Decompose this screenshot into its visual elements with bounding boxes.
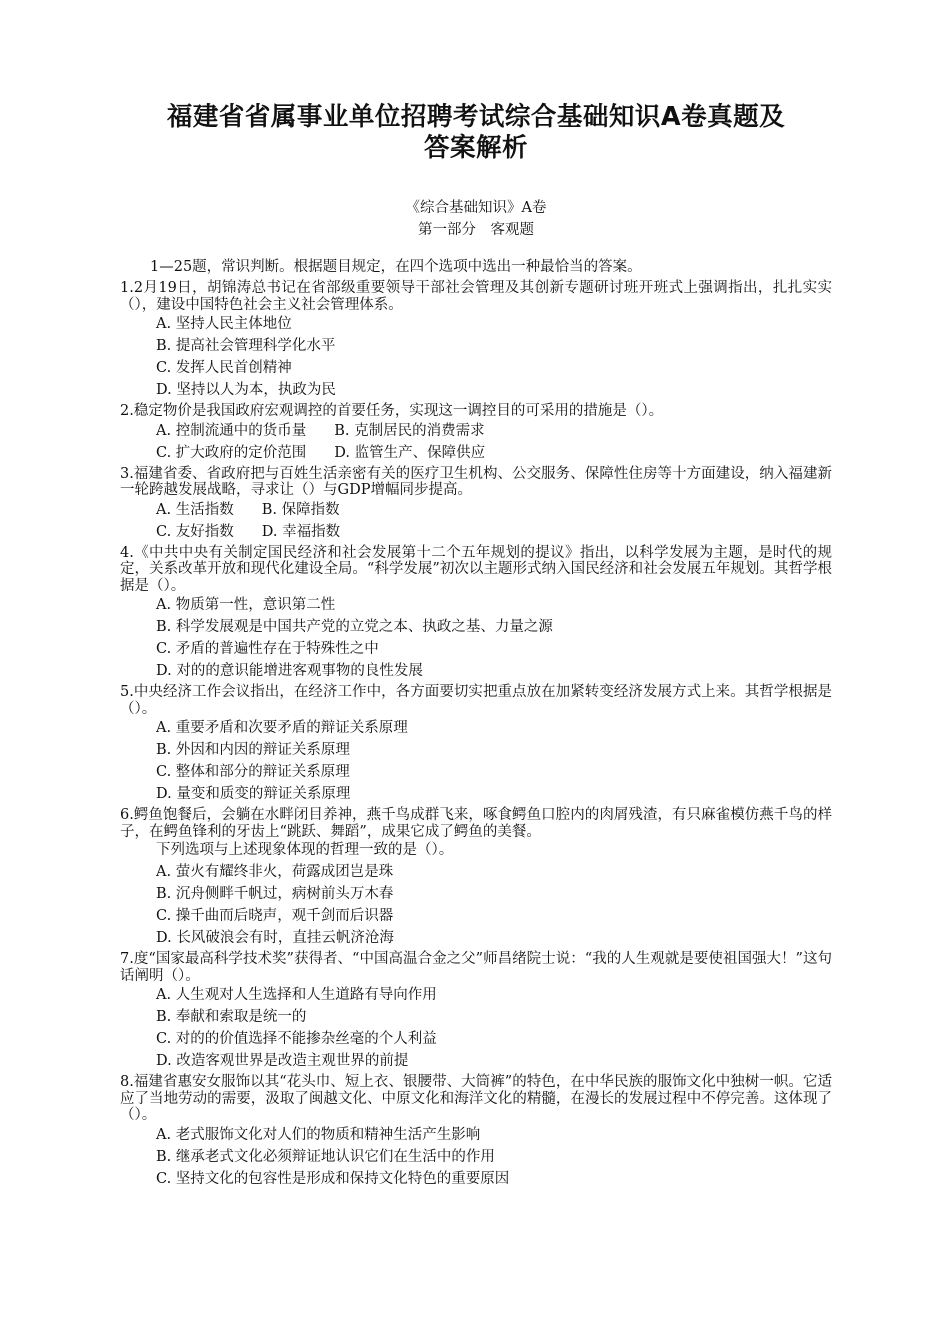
option-a: A. 萤火有耀终非火，荷露成团岂是珠 (156, 864, 394, 880)
option-c: C. 整体和部分的辩证关系原理 (156, 764, 350, 780)
option-d: D. 量变和质变的辩证关系原理 (156, 786, 351, 802)
question-3 (120, 466, 832, 543)
option-d: D. 长风破浪会有时，直挂云帆济沧海 (156, 930, 394, 946)
question-2 (120, 403, 832, 464)
question-stem: 4.《中共中央有关制定国民经济和社会发展第十二个五年规划的提议》指出，以科学发展为主题，是时代的规定，关系改革开放和现代化建设全局。“科学发展”初次以主题形式纳入国民经济和社会发展五年规划。其哲学根据是（）。 (120, 544, 832, 594)
option-a: A. 控制流通中的货币量 (156, 422, 307, 439)
question-stem: 1.2月19日，胡锦涛总书记在省部级重要领导干部社会管理及其创新专题研讨班开班式上强调指出，扎扎实实（），建设中国特色社会主义社会管理体系。 (120, 280, 832, 313)
option-d: D. 改造客观世界是改造主观世界的前提 (156, 1053, 409, 1069)
option-b: B. 提高社会管理科学化水平 (156, 338, 336, 354)
question-stem: 8.福建省惠安女服饰以其“花头巾、短上衣、银腰带、大筒裤”的特色，在中华民族的服饰文化中独树一帜。它适应了当地劳动的需要，汲取了闽越文化、中原文化和海洋文化的精髓，在漫长的发展过程中不停完善。这体现了（）。 (120, 1074, 832, 1123)
option-b: B. 科学发展观是中国共产党的立党之本、执政之基、力量之源 (156, 619, 553, 635)
option-b: B. 继承老式文化必须辩证地认识它们在生活中的作用 (156, 1148, 495, 1165)
option-row (156, 499, 832, 521)
option-c: C. 矛盾的普遍性存在于特殊性之中 (156, 641, 379, 657)
option-row (156, 420, 832, 442)
option-list (120, 594, 832, 682)
option-list (120, 313, 832, 401)
option-a: A. 物质第一性，意识第二性 (156, 597, 336, 613)
title-line-1: 福建省省属事业单位招聘考试综合基础知识A卷真题及 (166, 102, 786, 132)
option-d: D. 坚持以人为本，执政为民 (156, 382, 336, 398)
option-b: B. 保障指数 (261, 501, 340, 518)
section-heading: 第一部分 客观题 (418, 222, 534, 238)
option-list (120, 499, 832, 543)
option-c: C. 扩大政府的定价范围 (156, 444, 307, 461)
exam-subtitle: 《综合基础知识》A卷 (405, 200, 547, 216)
option-c: C. 操千曲而后晓声，观千剑而后识器 (156, 908, 394, 924)
option-b: B. 沉舟侧畔千帆过，病树前头万木春 (156, 886, 394, 902)
option-d: D. 监管生产、保障供应 (334, 444, 486, 461)
option-list (120, 717, 832, 805)
option-a: A. 重要矛盾和次要矛盾的辩证关系原理 (156, 720, 408, 736)
question-stem: 2.稳定物价是我国政府宏观调控的首要任务，实现这一调控目的可采用的措施是（）。 (120, 403, 664, 419)
option-b: B. 外因和内因的辩证关系原理 (156, 742, 350, 758)
question-4 (120, 545, 832, 683)
option-list (120, 861, 832, 949)
option-c: C. 对的的价值选择不能掺杂丝毫的个人利益 (156, 1031, 437, 1047)
option-a: A. 人生观对人生选择和人生道路有导向作用 (156, 987, 437, 1003)
option-b: B. 克制居民的消费需求 (334, 422, 485, 439)
section-instructions: 1—25题，常识判断。根据题目规定，在四个选项中选出一种最恰当的答案。 (150, 259, 642, 275)
option-list (120, 1124, 832, 1190)
question-stem: 5.中央经济工作会议指出，在经济工作中，各方面要切实把重点放在加紧转变经济发展方式上来。其哲学根据是（）。 (120, 684, 832, 717)
option-a: A. 生活指数 (156, 501, 234, 518)
question-6 (120, 807, 832, 949)
option-row (156, 521, 832, 543)
option-d: D. 幸福指数 (261, 523, 341, 540)
question-stem: 7.度“国家最高科学技术奖”获得者、“中国高温合金之父”师昌绪院士说：“我的人生观就是要使祖国强大！”这句话阐明（）。 (120, 951, 832, 984)
option-d: D. 对的的意识能增进客观事物的良性发展 (156, 663, 423, 679)
option-list (120, 984, 832, 1072)
document-title (120, 102, 832, 164)
question-7 (120, 951, 832, 1072)
question-stem: 6.鳄鱼饱餐后，会躺在水畔闭目养神，燕千鸟成群飞来，啄食鳄鱼口腔内的肉屑残渣，有只麻雀模仿燕千鸟的样子，在鳄鱼锋利的牙齿上“跳跃、舞蹈”，成果它成了鳄鱼的美餐。 (120, 807, 832, 840)
option-list (120, 420, 832, 464)
question-8 (120, 1074, 832, 1190)
option-c: C. 友好指数 (156, 523, 234, 540)
title-line-2: 答案解析 (423, 133, 528, 163)
option-a: A. 老式服饰文化对人们的物质和精神生活产生影响 (156, 1126, 481, 1143)
option-c: C. 发挥人民首创精神 (156, 360, 292, 376)
option-c: C. 坚持文化的包容性是形成和保持文化特色的重要原因 (156, 1170, 510, 1187)
question-stem: 3.福建省委、省政府把与百姓生活亲密有关的医疗卫生机构、公交服务、保障性住房等十方面建设，纳入福建新一轮跨越发展战略，寻求让（）与GDP增幅同步提高。 (120, 465, 832, 498)
option-row (156, 442, 832, 464)
option-a: A. 坚持人民主体地位 (156, 316, 292, 332)
question-stem-continuation: 下列选项与上述现象体现的哲理一致的是（）。 (156, 842, 454, 858)
option-b: B. 奉献和索取是统一的 (156, 1009, 307, 1025)
question-5 (120, 684, 832, 805)
question-1 (120, 280, 832, 401)
